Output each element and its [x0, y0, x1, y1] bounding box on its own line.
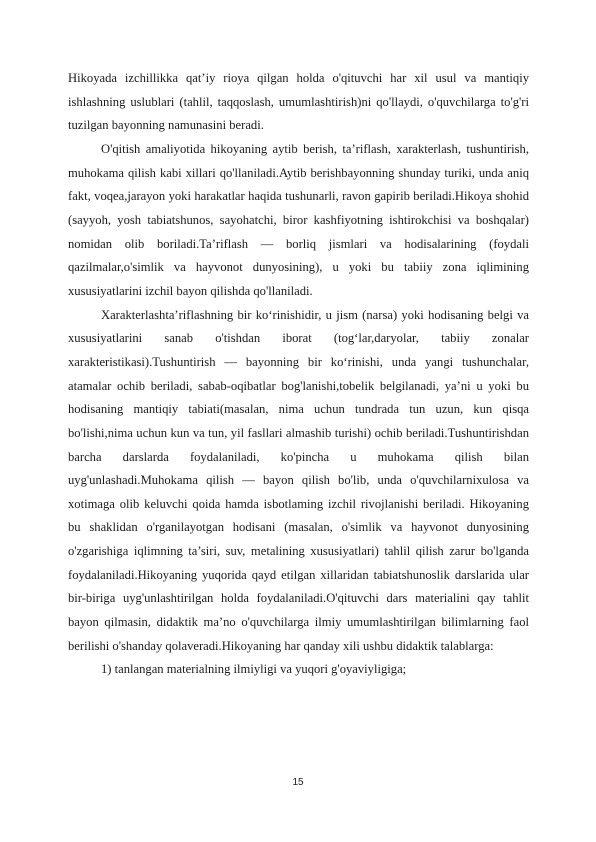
paragraph-3: Xarakterlashta’riflashning bir ko‘rinishidir, u jism (narsa) yoki hodisaning belgi va xususiyatlarini sanab o'tishdan iborat (tog‘lar,daryolar, tabiiy zonalar xarakteristikasi).Tushuntirish — bayonning bir ko‘rinishi, unda yangi tushunchalar, atamalar ochib beriladi, sabab-oqibatlar bog'lanishi,tobelik belgilanadi, ya’ni u yoki bu hodisaning mantiqiy tabiati(masalan, nima uchun tundrada tun uzun, kun qisqa bo'lishi,nima uchun kun va tun, yil fasllari almashib turishi) ochib beriladi.Tushuntirishdan barcha darslarda foydalaniladi, ko'pincha u muhokama qilish bilan uyg'unlashadi.Muhokama qilish — bayon qilish bo'lib, unda o'quvchilarnixulosa va xotimaga olib keluvchi qoida hamda isbotlaming izchil rivojlanishi beriladi. Hikoyaning bu shaklidan o'rganilayotgan hodisani (masalan, o'simlik va hayvonot dunyosining o'zgarishiga iqlimning ta’siri, suv, metalining xususiyatlari) tahlil qilish zarur bo'lganda foydalaniladi.Hikoyaning yuqorida qayd etilgan xillaridan tabiatshunoslik darslarida ular bir-biriga uyg'unlashtirilgan holda foydalaniladi.O'qituvchi dars materialini qay tahlit bayon qilmasin, didaktik ma’no o'quvchilarga ilmiy umumlashtirilgan bilimlarning faol berilishi o'shanday qolaveradi.Hikoyaning har qanday xili ushbu didaktik talablarga:	[68, 307, 529, 653]
list-item-1: 1) tanlangan materialning ilmiyligi va yuqori g'oyaviyligiga;	[101, 662, 407, 677]
page-number: 15	[292, 777, 304, 788]
document-body	[68, 67, 529, 682]
paragraph-2: O'qitish amaliyotida hikoyaning aytib berish, ta’riflash, xarakterlash, tushuntirish, muhokama qilish kabi xillari qo'llaniladi.Aytib berishbayonning shunday turiki, unda aniq fakt, voqea,jarayon yoki harakatlar haqida tushunarli, ravon gapirib beriladi.Hikoya shohid (sayyoh, yosh tabiatshunos, sayohatchi, biror kashfiyotning ishtirokchisi va boshqalar) nomidan olib boriladi.Ta’riflash — borliq jismlari va hodisalarining (foydali qazilmalar,o'simlik va hayvonot dunyosining), u yoki bu tabiiy zona iqlimining xususiyatlarini izchil bayon qilishda qo'llaniladi.	[68, 141, 529, 298]
paragraph-1: Hikoyada izchillikka qat’iy rioya qilgan holda o'qituvchi har xil usul va mantiqiy ishlashning uslublari (tahlil, taqqoslash, umumlashtirish)ni qo'llaydi, o'quvchilarga to'g'ri tuzilgan bayonning namunasini beradi.	[68, 71, 529, 133]
